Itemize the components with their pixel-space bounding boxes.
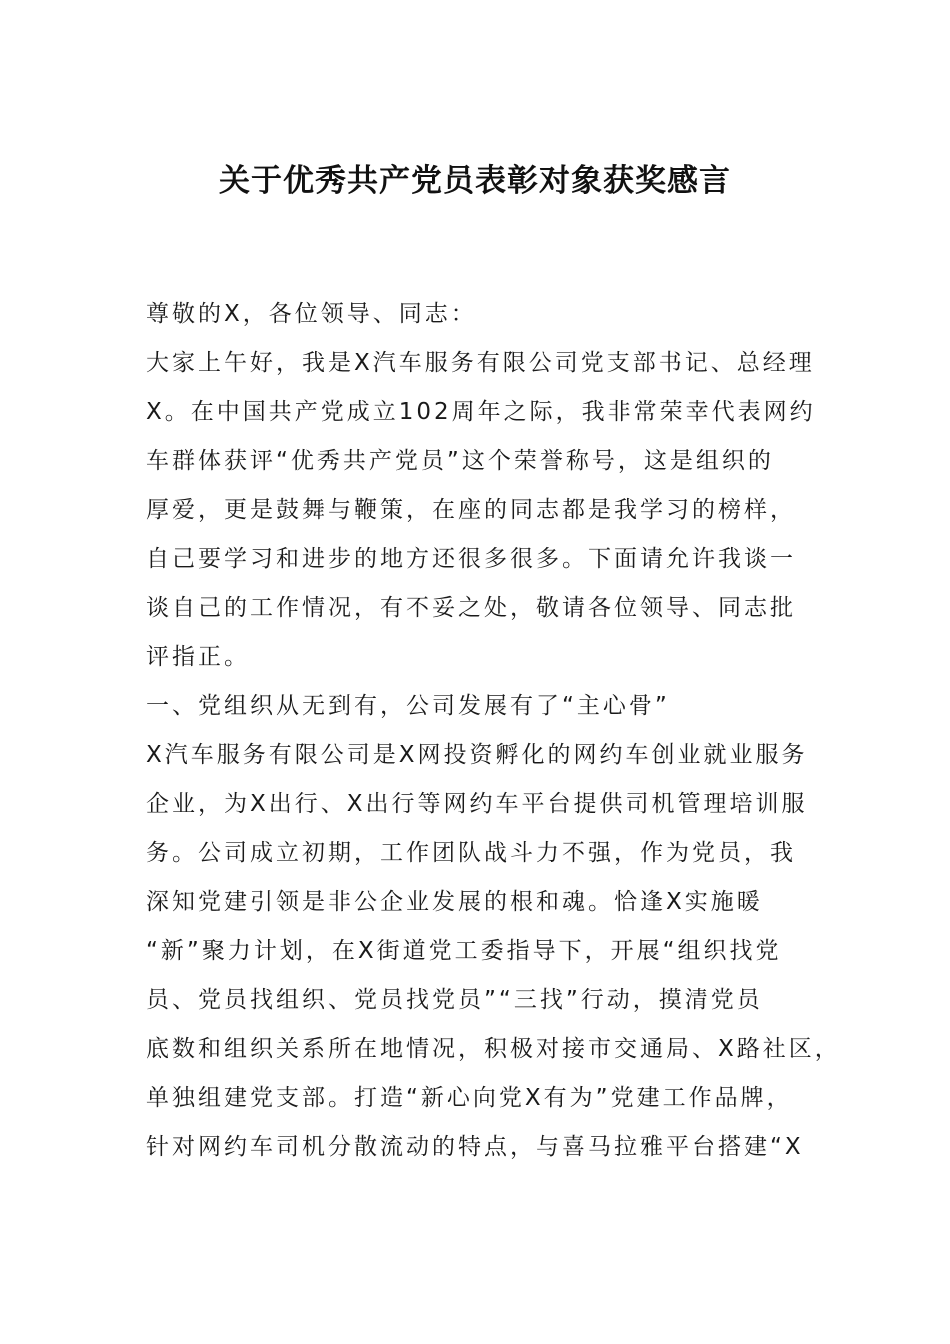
body-line: 谈自己的工作情况，有不妥之处，敬请各位领导、同志批 bbox=[146, 595, 796, 621]
body-line: 评指正。 bbox=[146, 644, 250, 670]
body-line: 自己要学习和进步的地方还很多很多。下面请允许我谈一 bbox=[146, 546, 796, 572]
body-line: 底数和组织关系所在地情况，积极对接市交通局、X路社区， bbox=[146, 1036, 841, 1062]
body-line: “新”聚力计划，在X街道党工委指导下，开展“组织找党 bbox=[146, 938, 782, 964]
body-line: 车群体获评“优秀共产党员”这个荣誉称号，这是组织的 bbox=[146, 448, 774, 474]
body-line: 单独组建党支部。打造“新心向党X有为”党建工作品牌， bbox=[146, 1085, 793, 1111]
body-line: 针对网约车司机分散流动的特点，与喜马拉雅平台搭建“X bbox=[146, 1134, 804, 1160]
document-body bbox=[146, 290, 841, 1172]
body-line: X汽车服务有限公司是X网投资孵化的网约车创业就业服务 bbox=[146, 742, 808, 768]
body-line: 厚爱，更是鼓舞与鞭策，在座的同志都是我学习的榜样， bbox=[146, 497, 796, 523]
salutation-line: 尊敬的X，各位领导、同志： bbox=[146, 301, 477, 327]
body-line: 深知党建引领是非公企业发展的根和魂。恰逢X实施暖 bbox=[146, 889, 763, 915]
section-heading: 一、党组织从无到有，公司发展有了“主心骨” bbox=[146, 693, 670, 719]
body-line: 大家上午好，我是X汽车服务有限公司党支部书记、总经理 bbox=[146, 350, 815, 376]
document-title: 关于优秀共产党员表彰对象获奖感言 bbox=[219, 163, 731, 199]
body-line: 员、党员找组织、党员找党员”“三找”行动，摸清党员 bbox=[146, 987, 763, 1013]
body-line: 务。公司成立初期，工作团队战斗力不强，作为党员，我 bbox=[146, 840, 796, 866]
body-line: 企业，为X出行、X出行等网约车平台提供司机管理培训服 bbox=[146, 791, 808, 817]
body-line: X。在中国共产党成立102周年之际，我非常荣幸代表网约 bbox=[146, 399, 816, 425]
